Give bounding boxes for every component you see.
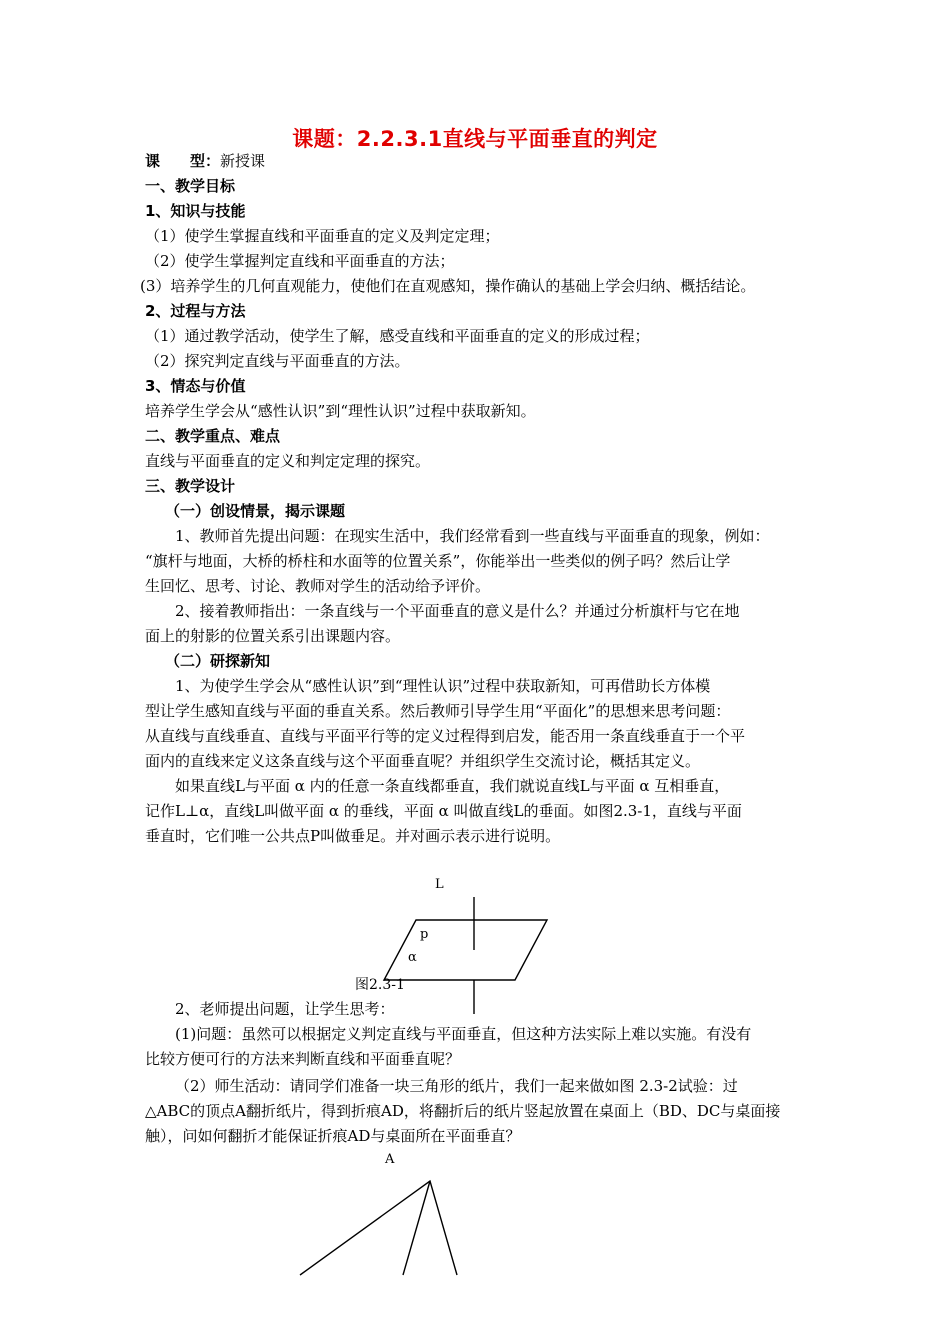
paragraph-line: 记作L⊥α，直线L叫做平面 α 的垂线，平面 α 叫做直线L的垂面。如图2.3-1，直线与平面	[145, 802, 742, 820]
paragraph-line: 比较方便可行的方法来判断直线和平面垂直呢？	[145, 1050, 461, 1068]
paragraph-line: “旗杆与地面，大桥的桥柱和水面等的位置关系”，你能举出一些类似的例子吗？然后让学	[145, 552, 731, 570]
section-heading-1: 一、教学目标	[145, 177, 236, 195]
paragraph-line: △ABC的顶点A翻折纸片，得到折痕AD，将翻折后的纸片竖起放置在桌面上（BD、DC与桌面接	[145, 1102, 781, 1120]
paragraph-line: 面上的射影的位置关系引出课题内容。	[145, 627, 401, 645]
objective-item: （1）使学生掌握直线和平面垂直的定义及判定定理；	[145, 227, 500, 245]
paragraph-line: 从直线与直线垂直、直线与平面平行等的定义过程得到启发，能否用一条直线垂直于一个平	[145, 727, 746, 745]
paragraph-line: 触），问如何翻折才能保证折痕AD与桌面所在平面垂直？	[145, 1127, 521, 1145]
objective-item: (3）培养学生的几何直观能力，使他们在直观感知，操作确认的基础上学会归纳、概括结论。	[140, 277, 756, 295]
paragraph-line: (1)问题：虽然可以根据定义判定直线与平面垂直，但这种方法实际上难以实施。有没有	[175, 1025, 752, 1043]
paragraph-line: （2）师生活动：请同学们准备一块三角形的纸片，我们一起来做如图 2.3-2试验：过	[175, 1077, 738, 1095]
objective-item: （2）使学生掌握判定直线和平面垂直的方法；	[145, 252, 455, 270]
objective-item: （2）探究判定直线与平面垂直的方法。	[145, 352, 410, 370]
paragraph-line: 生回忆、思考、讨论、教师对学生的活动给予评价。	[145, 577, 491, 595]
part-heading-2: （二）研探新知	[165, 652, 271, 670]
paragraph-line: 1、为使学生学会从“感性认识”到“理性认识”过程中获取新知，可再借助长方体模	[175, 677, 711, 695]
section-heading-2: 二、教学重点、难点	[145, 427, 281, 445]
paragraph-line: 2、接着教师指出：一条直线与一个平面垂直的意义是什么？并通过分析旗杆与它在地	[175, 602, 740, 620]
paragraph-line: 型让学生感知直线与平面的垂直关系。然后教师引导学生用“平面化”的思想来思考问题：	[145, 702, 731, 720]
page-title: 课题：2.2.3.1直线与平面垂直的判定	[292, 127, 658, 151]
objective-item: （1）通过教学活动，使学生了解，感受直线和平面垂直的定义的形成过程；	[145, 327, 650, 345]
section-heading-3: 三、教学设计	[145, 477, 236, 495]
paragraph-line: 1、教师首先提出问题：在现实生活中，我们经常看到一些直线与平面垂直的现象，例如：	[175, 527, 770, 545]
triangle-abc	[300, 1181, 457, 1275]
lesson-type-value: 新授课	[220, 152, 266, 170]
subsection-heading-1-1: 1、知识与技能	[145, 202, 246, 220]
key-points-text: 直线与平面垂直的定义和判定定理的探究。	[145, 452, 431, 470]
paragraph-line: 垂直时，它们唯一公共点P叫做垂足。并对画示表示进行说明。	[145, 827, 561, 845]
part-heading-1: （一）创设情景，揭示课题	[165, 502, 346, 520]
fold-ad	[403, 1181, 430, 1275]
label-L: L	[435, 877, 444, 892]
paragraph-line: 如果直线L与平面 α 内的任意一条直线都垂直，我们就说直线L与平面 α 互相垂直，	[175, 777, 730, 795]
values-text: 培养学生学会从“感性认识”到“理性认识”过程中获取新知。	[145, 402, 536, 420]
paragraph-line: 2、老师提出问题，让学生思考：	[175, 1000, 395, 1018]
paragraph-line: 面内的直线来定义这条直线与这个平面垂直呢？并组织学生交流讨论，概括其定义。	[145, 752, 701, 770]
figure-caption: 图2.3-1	[355, 977, 405, 993]
subsection-heading-1-2: 2、过程与方法	[145, 302, 246, 320]
label-A: A	[385, 1152, 395, 1167]
label-p: p	[420, 927, 429, 942]
lesson-type-label: 课 型：	[145, 152, 221, 170]
label-alpha: α	[408, 950, 417, 965]
subsection-heading-1-3: 3、情态与价值	[145, 377, 246, 395]
